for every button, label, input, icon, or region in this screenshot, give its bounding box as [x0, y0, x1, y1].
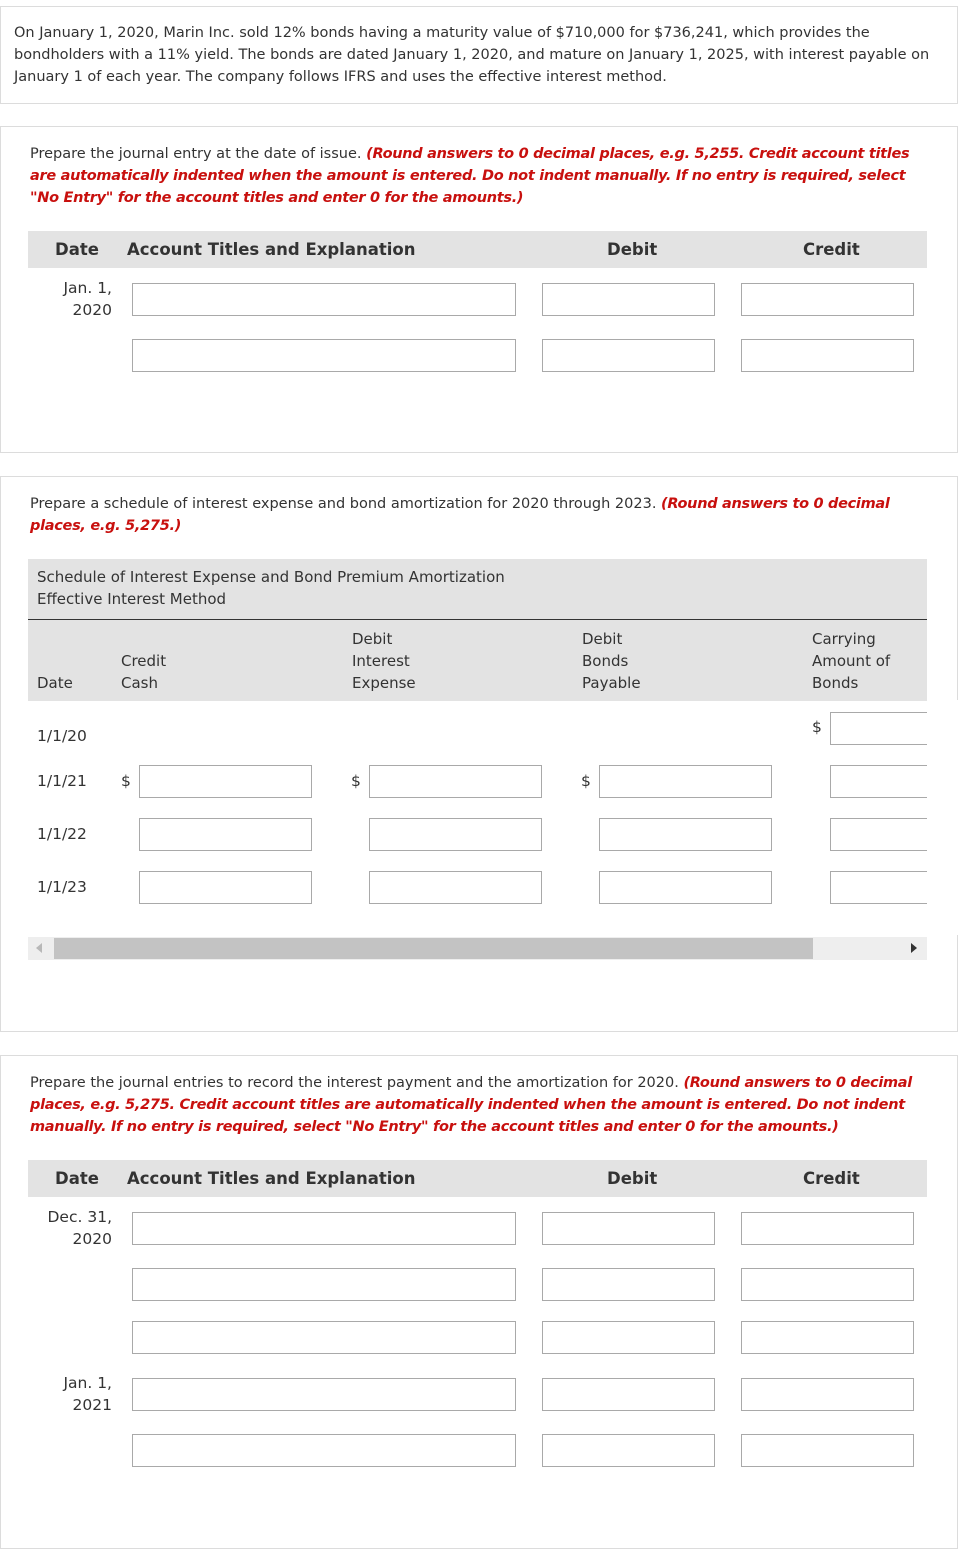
header-account: Account Titles and Explanation: [127, 240, 416, 259]
dec31-debit-input-1[interactable]: [542, 1212, 715, 1245]
header-debit: Debit: [607, 240, 658, 259]
currency-symbol: $: [121, 772, 131, 790]
issue-debit-input-2[interactable]: [542, 339, 715, 372]
schedule-header: [28, 620, 927, 701]
carrying-input-2020[interactable]: [830, 712, 940, 745]
scroll-right-icon[interactable]: [911, 943, 917, 953]
carrying-input-2021[interactable]: [830, 765, 940, 798]
interest-entry-header: [28, 1160, 927, 1197]
cash-input-2021[interactable]: [139, 765, 312, 798]
issue-prompt-text: Prepare the journal entry at the date of issue.: [30, 146, 362, 162]
schedule-prompt-text: Prepare a schedule of interest expense and bond amortization for 2020 through 2023.: [30, 496, 657, 512]
dec31-account-input-3[interactable]: [132, 1321, 516, 1354]
dec31-debit-input-2[interactable]: [542, 1268, 715, 1301]
jan1-account-input-1[interactable]: [132, 1378, 516, 1411]
currency-symbol: $: [351, 772, 361, 790]
entry-date-jan1: Jan. 1, 2021: [63, 1374, 112, 1414]
jan1-account-input-2[interactable]: [132, 1434, 516, 1467]
col-debit-interest-expense: Debit Interest Expense: [352, 630, 416, 692]
issue-date: Jan. 1, 2020: [63, 279, 112, 319]
issue-account-input-2[interactable]: [132, 339, 516, 372]
interest-input-2022[interactable]: [369, 818, 542, 851]
row-date-2023: 1/1/23: [37, 878, 87, 896]
problem-statement: On January 1, 2020, Marin Inc. sold 12% bonds having a maturity value of $710,000 for $736,241, which provides the bondholders with a 11% yield. The bonds are dated January 1, 2020, and mature on January 1, 2025, with interest payable on January 1 of each year. The company follows IFRS and uses the effective interest method.: [14, 25, 930, 85]
dec31-debit-input-3[interactable]: [542, 1321, 715, 1354]
currency-symbol: $: [812, 718, 822, 736]
jan1-credit-input-1[interactable]: [741, 1378, 914, 1411]
row-date-2020: 1/1/20: [37, 727, 87, 745]
col-credit-cash: Credit Cash: [121, 652, 167, 692]
dec31-credit-input-2[interactable]: [741, 1268, 914, 1301]
schedule-clip: [927, 700, 958, 935]
schedule-prompt: [30, 493, 930, 537]
row-date-2022: 1/1/22: [37, 825, 87, 843]
col-date: Date: [37, 674, 73, 692]
issue-credit-input-1[interactable]: [741, 283, 914, 316]
jan1-credit-input-2[interactable]: [741, 1434, 914, 1467]
bonds-input-2022[interactable]: [599, 818, 772, 851]
header-account: Account Titles and Explanation: [127, 1169, 416, 1188]
col-debit-bonds-payable: Debit Bonds Payable: [582, 630, 641, 692]
cash-input-2023[interactable]: [139, 871, 312, 904]
carrying-input-2022[interactable]: [830, 818, 940, 851]
issue-credit-input-2[interactable]: [741, 339, 914, 372]
interest-instruction: (Round answers to 0 decimal places, e.g. 5,275. Credit account titles are automatically indented when the amount is entered. Do not indent manually. If no entry is required, select "No Entry" for the account titles and enter 0 for the amounts.): [30, 1075, 912, 1135]
horizontal-scrollbar[interactable]: [28, 937, 927, 960]
jan1-debit-input-2[interactable]: [542, 1434, 715, 1467]
header-debit: Debit: [607, 1169, 658, 1188]
interest-input-2023[interactable]: [369, 871, 542, 904]
issue-debit-input-1[interactable]: [542, 283, 715, 316]
header-credit: Credit: [803, 1169, 860, 1188]
dec31-account-input-1[interactable]: [132, 1212, 516, 1245]
issue-instruction: (Round answers to 0 decimal places, e.g. 5,255. Credit account titles are automatically indented when the amount is entered. Do not indent manually. If no entry is required, select "No Entry" for the account titles and enter 0 for the amounts.): [30, 146, 910, 206]
row-date-2021: 1/1/21: [37, 772, 87, 790]
carrying-input-2023[interactable]: [830, 871, 940, 904]
issue-entry-prompt: [30, 143, 930, 209]
bonds-input-2021[interactable]: [599, 765, 772, 798]
scroll-thumb[interactable]: [54, 938, 813, 959]
dec31-credit-input-3[interactable]: [741, 1321, 914, 1354]
header-credit: Credit: [803, 240, 860, 259]
jan1-debit-input-1[interactable]: [542, 1378, 715, 1411]
issue-entry-header: [28, 231, 927, 268]
cash-input-2022[interactable]: [139, 818, 312, 851]
interest-input-2021[interactable]: [369, 765, 542, 798]
col-carrying-amount: Carrying Amount of Bonds: [812, 630, 891, 692]
bonds-input-2023[interactable]: [599, 871, 772, 904]
schedule-instruction: (Round answers to 0 decimal places, e.g. 5,275.): [30, 496, 890, 534]
entry-date-dec31: Dec. 31, 2020: [47, 1208, 112, 1248]
dec31-account-input-2[interactable]: [132, 1268, 516, 1301]
dec31-credit-input-1[interactable]: [741, 1212, 914, 1245]
header-date: Date: [55, 1169, 99, 1188]
scroll-left-icon[interactable]: [36, 943, 42, 953]
schedule-title: Schedule of Interest Expense and Bond Premium Amortization Effective Interest Method: [28, 559, 927, 620]
interest-prompt-text: Prepare the journal entries to record the interest payment and the amortization for 2020.: [30, 1075, 679, 1091]
header-date: Date: [55, 240, 99, 259]
currency-symbol: $: [581, 772, 591, 790]
interest-entry-prompt: [30, 1072, 930, 1138]
issue-account-input-1[interactable]: [132, 283, 516, 316]
